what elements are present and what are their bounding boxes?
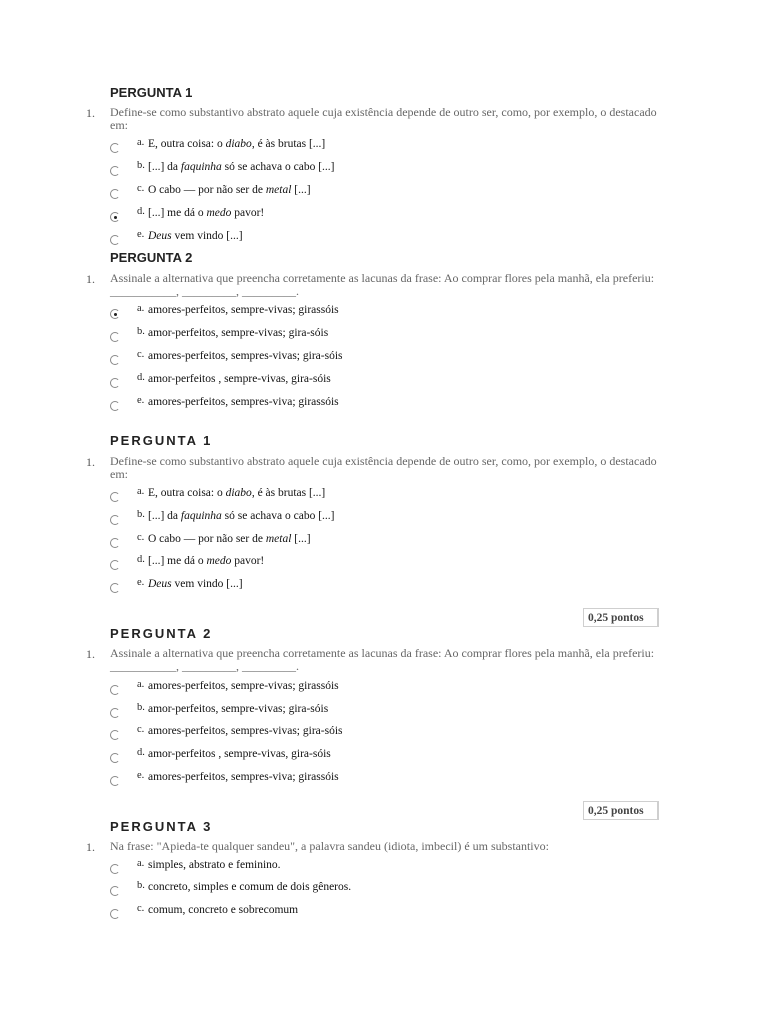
option-letter: e. bbox=[137, 395, 145, 406]
question-number: 1. bbox=[86, 840, 95, 854]
question-number: 1. bbox=[86, 647, 95, 661]
option-text: O cabo — por não ser de metal [...] bbox=[148, 184, 311, 196]
option-letter: a. bbox=[137, 858, 145, 869]
points-badge: 0,25 pontos bbox=[583, 608, 659, 627]
answer-option-d[interactable] bbox=[110, 372, 670, 390]
option-letter: b. bbox=[137, 160, 145, 171]
answer-option-a[interactable] bbox=[110, 303, 670, 321]
option-text: [...] da faquinha só se achava o cabo [...] bbox=[148, 510, 335, 522]
answer-option-b[interactable] bbox=[110, 702, 670, 720]
option-text: Deus vem vindo [...] bbox=[148, 578, 243, 590]
option-letter: d. bbox=[137, 372, 145, 383]
option-text: E, outra coisa: o diabo, é às brutas [...] bbox=[148, 138, 326, 150]
option-text: simples, abstrato e feminino. bbox=[148, 859, 281, 871]
radio-button[interactable] bbox=[110, 309, 120, 319]
radio-button[interactable] bbox=[110, 189, 120, 199]
option-text: amores-perfeitos, sempres-viva; girassóis bbox=[148, 396, 339, 408]
option-text: Deus vem vindo [...] bbox=[148, 230, 243, 242]
option-letter: c. bbox=[137, 532, 145, 543]
question-number: 1. bbox=[86, 106, 95, 120]
option-letter: b. bbox=[137, 880, 145, 891]
question-text: Define-se como substantivo abstrato aquele cuja existência depende de outro ser, como, por exemplo, o destacado em: bbox=[110, 454, 657, 481]
answer-option-e[interactable] bbox=[110, 395, 670, 413]
answer-option-d[interactable] bbox=[110, 747, 670, 765]
radio-button[interactable] bbox=[110, 886, 120, 896]
answer-option-c[interactable] bbox=[110, 724, 670, 742]
option-text: [...] me dá o medo pavor! bbox=[148, 555, 265, 567]
radio-button[interactable] bbox=[110, 864, 120, 874]
option-text: amores-perfeitos, sempre-vivas; girassóis bbox=[148, 304, 339, 316]
option-text: [...] me dá o medo pavor! bbox=[148, 207, 265, 219]
answer-option-c[interactable] bbox=[110, 903, 670, 921]
answer-option-c[interactable] bbox=[110, 532, 670, 550]
answer-option-a[interactable] bbox=[110, 486, 670, 504]
radio-button[interactable] bbox=[110, 355, 120, 365]
answer-option-c[interactable] bbox=[110, 183, 670, 201]
option-text: O cabo — por não ser de metal [...] bbox=[148, 533, 311, 545]
option-letter: e. bbox=[137, 577, 145, 588]
radio-button[interactable] bbox=[110, 401, 120, 411]
answer-option-b[interactable] bbox=[110, 326, 670, 344]
option-text: amor-perfeitos , sempre-vivas, gira-sóis bbox=[148, 748, 331, 760]
answer-option-d[interactable] bbox=[110, 554, 670, 572]
radio-button[interactable] bbox=[110, 212, 120, 222]
option-letter: a. bbox=[137, 303, 145, 314]
radio-button[interactable] bbox=[110, 583, 120, 593]
answer-option-a[interactable] bbox=[110, 137, 670, 155]
answer-option-e[interactable] bbox=[110, 770, 670, 788]
question-heading: PERGUNTA 2 bbox=[110, 626, 213, 641]
radio-button[interactable] bbox=[110, 492, 120, 502]
option-text: E, outra coisa: o diabo, é às brutas [...] bbox=[148, 487, 326, 499]
option-text: amor-perfeitos, sempre-vivas; gira-sóis bbox=[148, 327, 329, 339]
radio-button[interactable] bbox=[110, 685, 120, 695]
answer-option-a[interactable] bbox=[110, 858, 670, 876]
option-letter: e. bbox=[137, 770, 145, 781]
option-letter: a. bbox=[137, 679, 145, 690]
points-badge: 0,25 pontos bbox=[583, 801, 659, 820]
radio-button[interactable] bbox=[110, 730, 120, 740]
radio-button[interactable] bbox=[110, 378, 120, 388]
answer-option-d[interactable] bbox=[110, 206, 670, 224]
question-heading: PERGUNTA 3 bbox=[110, 819, 213, 834]
answer-option-b[interactable] bbox=[110, 509, 670, 527]
question-text: Na frase: "Apieda-te qualquer sandeu", a palavra sandeu (idiota, imbecil) é um substantivo: bbox=[110, 839, 549, 853]
radio-button[interactable] bbox=[110, 332, 120, 342]
option-text: [...] da faquinha só se achava o cabo [...] bbox=[148, 161, 335, 173]
option-text: amor-perfeitos , sempre-vivas, gira-sóis bbox=[148, 373, 331, 385]
radio-button[interactable] bbox=[110, 753, 120, 763]
option-letter: b. bbox=[137, 326, 145, 337]
question-number: 1. bbox=[86, 272, 95, 286]
question-heading: PERGUNTA 2 bbox=[110, 250, 193, 265]
option-letter: c. bbox=[137, 903, 145, 914]
option-letter: e. bbox=[137, 229, 145, 240]
radio-button[interactable] bbox=[110, 776, 120, 786]
answer-option-b[interactable] bbox=[110, 160, 670, 178]
question-number: 1. bbox=[86, 455, 95, 469]
option-text: amores-perfeitos, sempres-viva; girassóis bbox=[148, 771, 339, 783]
answer-option-e[interactable] bbox=[110, 577, 670, 595]
option-letter: b. bbox=[137, 509, 145, 520]
radio-button[interactable] bbox=[110, 560, 120, 570]
question-heading: PERGUNTA 1 bbox=[110, 85, 193, 100]
radio-button[interactable] bbox=[110, 166, 120, 176]
answer-option-e[interactable] bbox=[110, 229, 670, 247]
option-letter: d. bbox=[137, 747, 145, 758]
option-letter: d. bbox=[137, 206, 145, 217]
answer-option-b[interactable] bbox=[110, 880, 670, 898]
question-text: Assinale a alternativa que preencha corretamente as lacunas da frase: Ao comprar flores pela manhã, ela preferiu: ___________, _________, _________. bbox=[110, 271, 655, 298]
option-text: amores-perfeitos, sempres-vivas; gira-sóis bbox=[148, 350, 343, 362]
answer-option-a[interactable] bbox=[110, 679, 670, 697]
option-text: amores-perfeitos, sempre-vivas; girassóis bbox=[148, 680, 339, 692]
option-letter: c. bbox=[137, 724, 145, 735]
question-text: Define-se como substantivo abstrato aquele cuja existência depende de outro ser, como, por exemplo, o destacado em: bbox=[110, 105, 657, 132]
radio-button[interactable] bbox=[110, 143, 120, 153]
radio-button[interactable] bbox=[110, 515, 120, 525]
option-text: amores-perfeitos, sempres-vivas; gira-sóis bbox=[148, 725, 343, 737]
option-text: amor-perfeitos, sempre-vivas; gira-sóis bbox=[148, 703, 329, 715]
option-letter: a. bbox=[137, 486, 145, 497]
question-text: Assinale a alternativa que preencha corretamente as lacunas da frase: Ao comprar flores pela manhã, ela preferiu: ___________, _________, _________. bbox=[110, 646, 655, 673]
option-text: comum, concreto e sobrecomum bbox=[148, 904, 299, 916]
answer-option-c[interactable] bbox=[110, 349, 670, 367]
radio-button[interactable] bbox=[110, 538, 120, 548]
radio-button[interactable] bbox=[110, 909, 120, 919]
option-letter: a. bbox=[137, 137, 145, 148]
option-letter: b. bbox=[137, 702, 145, 713]
option-letter: d. bbox=[137, 554, 145, 565]
option-letter: c. bbox=[137, 183, 145, 194]
radio-button[interactable] bbox=[110, 708, 120, 718]
question-heading: PERGUNTA 1 bbox=[110, 433, 213, 448]
option-letter: c. bbox=[137, 349, 145, 360]
radio-button[interactable] bbox=[110, 235, 120, 245]
option-text: concreto, simples e comum de dois gêneros. bbox=[148, 881, 352, 893]
